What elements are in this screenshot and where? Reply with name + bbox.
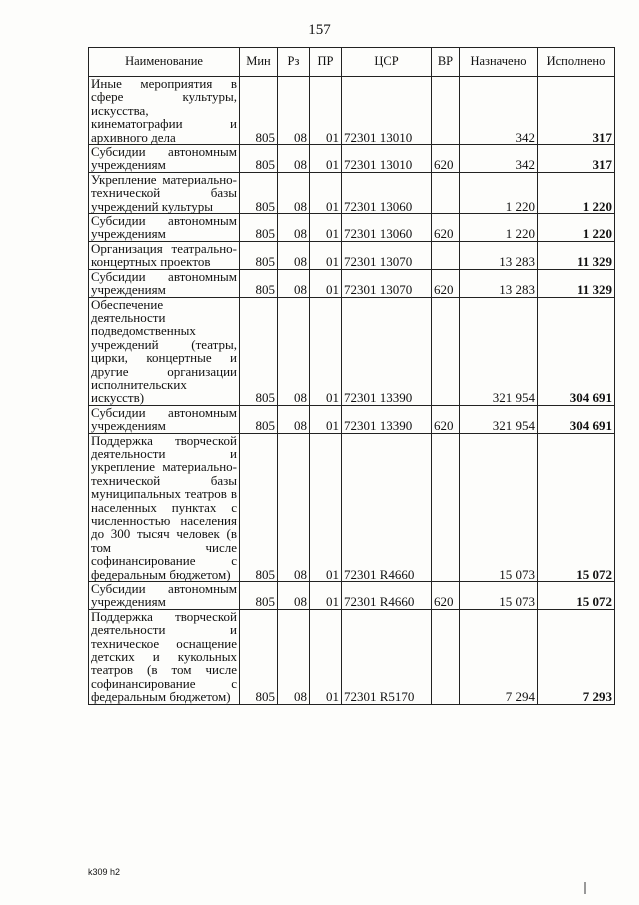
cell-ispolneno: 11 329 xyxy=(538,241,615,269)
header-naznacheno: Назначено xyxy=(460,48,538,77)
cell-min: 805 xyxy=(240,172,278,213)
cell-ispolneno: 15 072 xyxy=(538,582,615,610)
cell-vr xyxy=(432,609,460,704)
cell-pr: 01 xyxy=(310,241,342,269)
cell-rz: 08 xyxy=(278,405,310,433)
cell-csr: 72301 R4660 xyxy=(342,582,432,610)
cell-pr: 01 xyxy=(310,77,342,145)
cell-naznacheno: 1 220 xyxy=(460,214,538,242)
cell-pr: 01 xyxy=(310,609,342,704)
cell-name: Организация театрально-концертных проектов xyxy=(89,241,240,269)
cell-name: Поддержка творческой деятельности и техническое оснащение детских и кукольных театров (в том числе софинансирование с федеральным бюджетом) xyxy=(89,609,240,704)
cell-min: 805 xyxy=(240,405,278,433)
cell-rz: 08 xyxy=(278,214,310,242)
cell-vr xyxy=(432,172,460,213)
cell-csr: 72301 R5170 xyxy=(342,609,432,704)
cell-pr: 01 xyxy=(310,269,342,297)
table-row xyxy=(89,172,615,213)
page-number: 157 xyxy=(308,22,331,38)
cell-name: Укрепление материально-технической базы учреждений культуры xyxy=(89,172,240,213)
table-row xyxy=(89,582,615,610)
cell-name: Субсидии автономным учреждениям xyxy=(89,582,240,610)
table-row xyxy=(89,145,615,173)
table-row xyxy=(89,241,615,269)
header-pr: ПР xyxy=(310,48,342,77)
cell-rz: 08 xyxy=(278,145,310,173)
table-row xyxy=(89,609,615,704)
cell-name: Поддержка творческой деятельности и укрепление материально-технической базы муниципальных театров в населенных пунктах с численностью населения до 300 тысяч человек (в том числе софинансирование с федеральным бюджетом) xyxy=(89,433,240,581)
header-csr: ЦСР xyxy=(342,48,432,77)
cell-name: Субсидии автономным учреждениям xyxy=(89,214,240,242)
footer-code: k309 h2 xyxy=(88,867,121,877)
cell-csr: 72301 13390 xyxy=(342,405,432,433)
cell-ispolneno: 11 329 xyxy=(538,269,615,297)
cell-csr: 72301 13010 xyxy=(342,77,432,145)
cell-vr xyxy=(432,241,460,269)
cell-csr: 72301 13390 xyxy=(342,297,432,405)
cell-name: Иные мероприятия в сфере культуры, искусства, кинематографии и архивного дела xyxy=(89,77,240,145)
cell-csr: 72301 13010 xyxy=(342,145,432,173)
cell-ispolneno: 1 220 xyxy=(538,214,615,242)
cell-vr xyxy=(432,297,460,405)
cell-csr: 72301 13060 xyxy=(342,172,432,213)
cell-vr xyxy=(432,433,460,581)
cell-pr: 01 xyxy=(310,172,342,213)
cell-rz: 08 xyxy=(278,241,310,269)
cell-min: 805 xyxy=(240,582,278,610)
scan-mark xyxy=(584,882,586,894)
cell-vr xyxy=(432,77,460,145)
cell-min: 805 xyxy=(240,214,278,242)
cell-min: 805 xyxy=(240,297,278,405)
table-row xyxy=(89,269,615,297)
table-body xyxy=(89,77,615,705)
cell-rz: 08 xyxy=(278,172,310,213)
cell-min: 805 xyxy=(240,433,278,581)
cell-naznacheno: 342 xyxy=(460,145,538,173)
cell-rz: 08 xyxy=(278,77,310,145)
header-name: Наименование xyxy=(89,48,240,77)
cell-csr: 72301 R4660 xyxy=(342,433,432,581)
cell-csr: 72301 13060 xyxy=(342,214,432,242)
cell-naznacheno: 15 073 xyxy=(460,433,538,581)
budget-table xyxy=(88,47,615,705)
cell-min: 805 xyxy=(240,77,278,145)
cell-naznacheno: 7 294 xyxy=(460,609,538,704)
cell-rz: 08 xyxy=(278,582,310,610)
cell-name: Субсидии автономным учреждениям xyxy=(89,145,240,173)
cell-pr: 01 xyxy=(310,145,342,173)
cell-vr: 620 xyxy=(432,214,460,242)
cell-naznacheno: 15 073 xyxy=(460,582,538,610)
cell-ispolneno: 304 691 xyxy=(538,405,615,433)
cell-pr: 01 xyxy=(310,214,342,242)
table-row xyxy=(89,297,615,405)
table-row xyxy=(89,405,615,433)
table-header-row xyxy=(89,48,615,77)
cell-rz: 08 xyxy=(278,433,310,581)
cell-min: 805 xyxy=(240,241,278,269)
header-vr: ВР xyxy=(432,48,460,77)
cell-min: 805 xyxy=(240,609,278,704)
cell-naznacheno: 13 283 xyxy=(460,269,538,297)
cell-vr: 620 xyxy=(432,405,460,433)
cell-name: Субсидии автономным учреждениям xyxy=(89,269,240,297)
cell-pr: 01 xyxy=(310,582,342,610)
header-ispolneno: Исполнено xyxy=(538,48,615,77)
cell-ispolneno: 317 xyxy=(538,145,615,173)
header-rz: Рз xyxy=(278,48,310,77)
cell-ispolneno: 15 072 xyxy=(538,433,615,581)
cell-naznacheno: 13 283 xyxy=(460,241,538,269)
header-min: Мин xyxy=(240,48,278,77)
cell-csr: 72301 13070 xyxy=(342,241,432,269)
cell-min: 805 xyxy=(240,269,278,297)
cell-rz: 08 xyxy=(278,609,310,704)
cell-pr: 01 xyxy=(310,405,342,433)
cell-naznacheno: 321 954 xyxy=(460,405,538,433)
cell-vr: 620 xyxy=(432,145,460,173)
cell-name: Обеспечение деятельности подведомственных учреждений (театры, цирки, концертные и другие организации исполнительских искусств) xyxy=(89,297,240,405)
cell-pr: 01 xyxy=(310,297,342,405)
table-row xyxy=(89,214,615,242)
cell-ispolneno: 317 xyxy=(538,77,615,145)
cell-rz: 08 xyxy=(278,297,310,405)
cell-ispolneno: 1 220 xyxy=(538,172,615,213)
cell-naznacheno: 321 954 xyxy=(460,297,538,405)
cell-name: Субсидии автономным учреждениям xyxy=(89,405,240,433)
cell-naznacheno: 342 xyxy=(460,77,538,145)
table-row xyxy=(89,77,615,145)
cell-pr: 01 xyxy=(310,433,342,581)
table-row xyxy=(89,433,615,581)
cell-naznacheno: 1 220 xyxy=(460,172,538,213)
cell-ispolneno: 7 293 xyxy=(538,609,615,704)
cell-vr: 620 xyxy=(432,582,460,610)
cell-rz: 08 xyxy=(278,269,310,297)
cell-csr: 72301 13070 xyxy=(342,269,432,297)
cell-min: 805 xyxy=(240,145,278,173)
cell-vr: 620 xyxy=(432,269,460,297)
cell-ispolneno: 304 691 xyxy=(538,297,615,405)
